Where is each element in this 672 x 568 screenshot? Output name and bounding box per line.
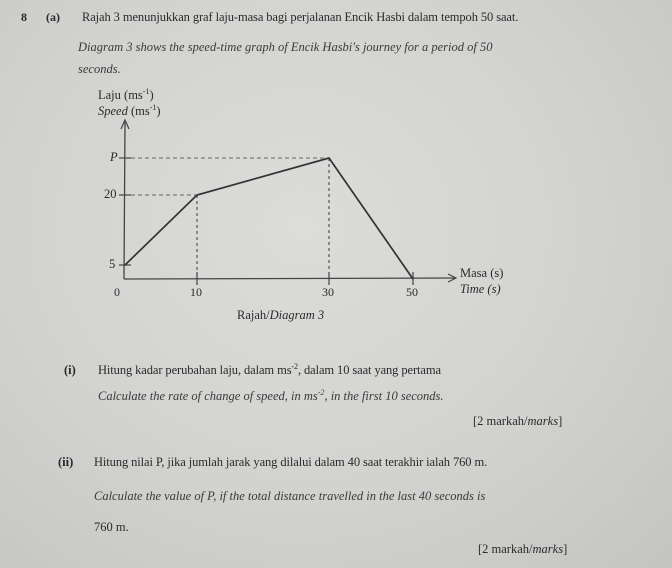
x-axis-label-english: Time (s) <box>460 282 501 296</box>
intro-english-line1: Diagram 3 shows the speed-time graph of Encik Hasbi's journey for a period of 50 <box>78 40 493 54</box>
part-ii-english-line1: Calculate the value of P, if the total distance travelled in the last 40 seconds is <box>94 489 486 503</box>
y-axis <box>124 122 125 279</box>
part-i-malay: Hitung kadar perubahan laju, dalam $ms^{-2}$, dalam 10 saat yang pertama <box>98 361 441 377</box>
intro-malay: Rajah 3 menunjukkan graf laju-masa bagi perjalanan Encik Hasbi dalam tempoh 50 saat. <box>82 10 519 24</box>
part-ii-label: (ii) <box>58 455 74 469</box>
part-i-marks: [2 markah/marks] <box>473 414 563 428</box>
speed-line <box>125 158 413 279</box>
y-tick-20: 20 <box>104 187 117 201</box>
x-tick-10: 10 <box>190 285 202 299</box>
y-tick-p: P <box>110 150 118 164</box>
part-ii-marks: [2 markah/marks] <box>478 542 568 556</box>
diagram-caption: Rajah/Diagram 3 <box>237 308 325 322</box>
question-part-label: (a) <box>46 10 60 24</box>
x-axis-label-malay: Masa (s) <box>460 266 504 280</box>
x-tick-30: 30 <box>322 285 334 299</box>
x-tick-0: 0 <box>114 285 120 299</box>
y-axis-label-malay: Laju $(ms^{-1})$ <box>98 86 154 102</box>
intro-english-line2: seconds. <box>78 62 121 76</box>
y-tick-5: 5 <box>109 257 116 271</box>
part-i-label: (i) <box>64 363 76 377</box>
x-axis <box>124 278 455 279</box>
part-ii-malay: Hitung nilai P, jika jumlah jarak yang dilalui dalam 40 saat terakhir ialah 760 m. <box>94 455 488 469</box>
y-axis-label-english: Speed $(ms^{-1})$ <box>98 102 161 118</box>
question-number: 8 <box>21 10 27 24</box>
part-i-english: Calculate the rate of change of speed, in $ms^{-2}$, in the first 10 seconds. <box>98 387 444 403</box>
part-ii-english-line2: 760 m. <box>94 520 129 534</box>
x-tick-50: 50 <box>406 285 418 299</box>
